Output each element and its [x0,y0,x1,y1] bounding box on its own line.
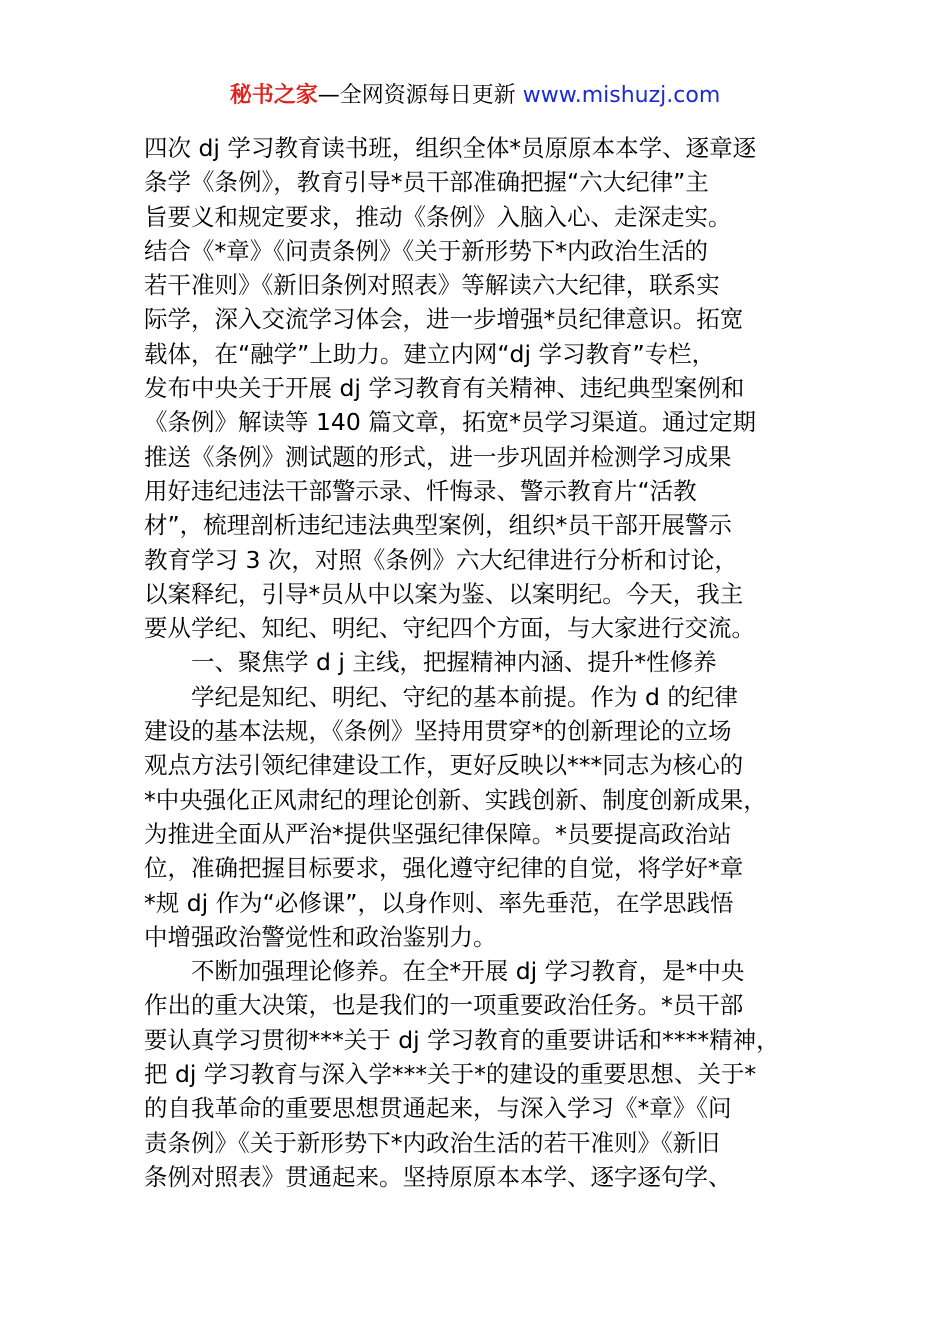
body-line: 旨要义和规定要求，推动《条例》入脑入心、走深走实。 [144,202,732,231]
body-line: *规 dj 作为“必修课”，以身作则、率先垂范，在学思践悟 [144,888,734,917]
body-line: 教育学习 3 次，对照《条例》六大纪律进行分析和讨论， [144,545,738,574]
section-heading: 一、聚焦学 d j 主线，把握精神内涵、提升*性修养 [191,648,717,677]
body-line: 《条例》解读等 140 篇文章，拓宽*员学习渠道。通过定期 [144,408,757,437]
body-line: 四次 dj 学习教育读书班，组织全体*员原原本本学、逐章逐 [144,134,757,162]
body-line: 观点方法引领纪律建设工作，更好反映以***同志为核心的 [144,751,744,780]
body-line: 发布中央关于开展 dj 学习教育有关精神、违纪典型案例和 [144,374,745,403]
body-line: 为推进全面从严治*提供坚强纪律保障。*员要提高政治站 [144,819,732,848]
document-body [144,131,820,1194]
body-line: 材”，梳理剖析违纪违法典型案例，组织*员干部开展警示 [144,511,732,540]
body-line: 若干准则》《新旧条例对照表》等解读六大纪律，联系实 [144,271,720,300]
body-line: 条学《条例》，教育引导*员干部准确把握“六大纪律”主 [144,168,709,197]
body-line: 作出的重大决策，也是我们的一项重要政治任务。*员干部 [144,991,744,1020]
body-line: 建设的基本法规，《条例》坚持用贯穿*的创新理论的立场 [144,717,732,746]
body-line: 推送《条例》测试题的形式，进一步巩固并检测学习成果 [144,442,732,471]
page-header [0,80,950,112]
body-line: 结合《*章》《问责条例》《关于新形势下*内政治生活的 [144,236,708,265]
paragraph-first-line: 不断加强理论修养。在全*开展 dj 学习教育，是*中央 [191,957,745,986]
brand-name: 秘书之家 [229,83,318,108]
site-url-link[interactable]: www.mishuzj.com [522,83,721,108]
body-line: 载体，在“融学”上助力。建立内网“dj 学习教育”专栏， [144,339,716,368]
body-line: 中增强政治警觉性和政治鉴别力。 [144,922,497,951]
body-line: 条例对照表》贯通起来。坚持原原本本学、逐字逐句学、 [144,1162,732,1191]
header-tagline: —全网资源每日更新 [317,83,523,108]
body-line: *中央强化正风肃纪的理论创新、实践创新、制度创新成果， [144,785,767,814]
body-line: 要从学纪、知纪、明纪、守纪四个方面，与大家进行交流。 [144,614,755,643]
body-line: 的自我革命的重要思想贯通起来，与深入学习《*章》《问 [144,1094,732,1123]
body-line: 位，准确把握目标要求，强化遵守纪律的自觉，将学好*章 [144,854,744,883]
body-line: 责条例》《关于新形势下*内政治生活的若干准则》《新旧 [144,1128,720,1157]
body-line: 把 dj 学习教育与深入学***关于*的建设的重要思想、关于* [144,1060,757,1089]
paragraph-first-line: 学纪是知纪、明纪、守纪的基本前提。作为 d 的纪律 [191,682,738,711]
body-line: 以案释纪，引导*员从中以案为鉴、以案明纪。今天，我主 [144,579,744,608]
body-line: 要认真学习贯彻***关于 dj 学习教育的重要讲话和****精神， [144,1025,780,1054]
body-line: 用好违纪违法干部警示录、忏悔录、警示教育片“活教 [144,476,697,505]
body-line: 际学，深入交流学习体会，进一步增强*员纪律意识。拓宽 [144,305,744,334]
